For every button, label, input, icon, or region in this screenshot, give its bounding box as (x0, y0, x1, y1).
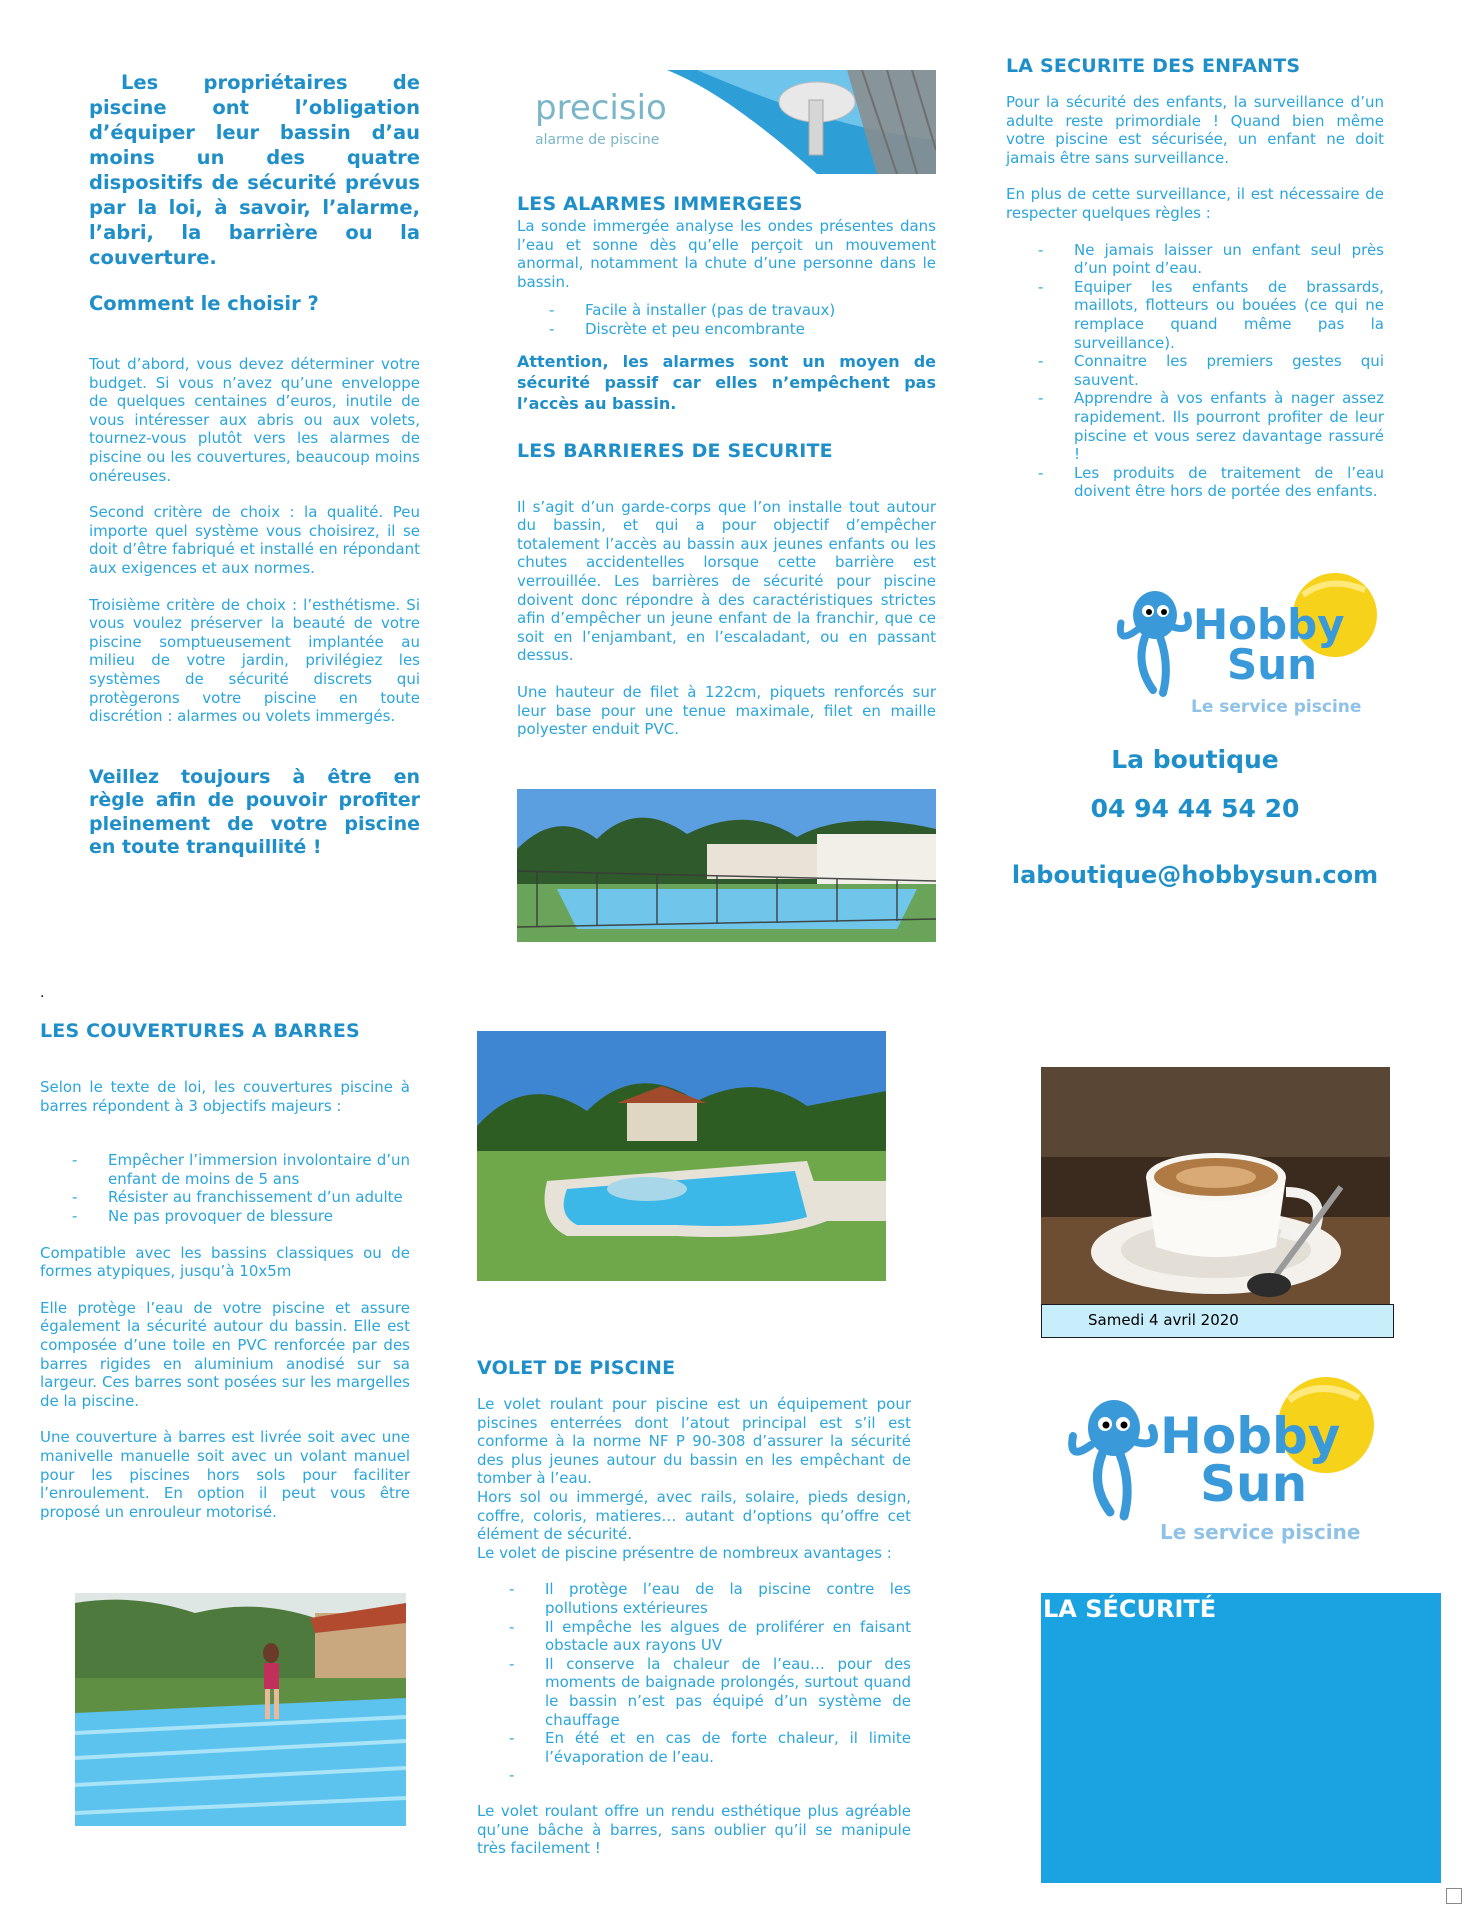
shop-contact (1006, 745, 1384, 889)
alarms-title: LES ALARMES IMMERGEES (517, 193, 803, 215)
objective-item: - Empêcher l’immersion involontaire d’un enfant de moins de 5 ans (72, 1151, 410, 1188)
rule-item: - Les produits de traitement de l’eau doivent être hors de portée des enfants. (1038, 464, 1384, 501)
rule-item: - Apprendre à vos enfants à nager assez rapidement. Ils pourront profiter de leur piscine et vous serez davantage rassuré ! (1038, 389, 1384, 463)
barriers-description: Il s’agit d’un garde-corps que l’on installe tout autour du bassin, et qui a pour objectif d’empêcher totalement l’accès au bassin aux jeunes enfants ou les chutes accidentelles lorsque cette barrière est verrouillée. Les barrières de sécurité pour piscine doivent donc répondre à des caractéristiques strictes afin d’empêcher un jeune enfant de la franchir, que ce soit en l’enjambant, en l’escaladant, ou en passant dessus. (517, 497, 936, 665)
cover-panel (1041, 1593, 1441, 1883)
roller-shutter-section (477, 1357, 911, 1876)
logo-hobby-text: Hobby (1193, 600, 1345, 649)
objective-item: - Résister au franchissement d’un adulte (72, 1188, 410, 1207)
children-safety-title: LA SECURITE DES ENFANTS (1006, 55, 1301, 77)
barriers-title: LES BARRIERES DE SECURITE (517, 439, 833, 462)
roller-shutter-title: VOLET DE PISCINE (477, 1357, 676, 1379)
barriers-specs: Une hauteur de filet à 122cm, piquets renforcés sur leur base pour une tenue maximale, filet en maille polyester enduit PVC. (517, 682, 936, 739)
choose-subtitle: Comment le choisir ? (89, 292, 319, 315)
precisio-tagline: alarme de piscine (535, 132, 660, 148)
roller-shutter-advantages-intro: Le volet de piscine présentre de nombreux avantages : (477, 1543, 892, 1562)
bar-covers-intro: Selon le texte de loi, les couvertures piscine à barres répondent à 3 objectifs majeurs : (40, 1078, 410, 1115)
intro-column (89, 70, 420, 860)
quality-paragraph: Second critère de choix : la qualité. Peu importe quel système vous choisirez, il se doit d’être fabriqué et installé en répondant aux exigences et aux normes. (89, 503, 420, 577)
shop-email[interactable]: laboutique@hobbysun.com (1011, 861, 1379, 889)
rule-item: - Ne jamais laisser un enfant seul près d’un point d’eau. (1038, 241, 1384, 278)
shop-phone: 04 94 44 54 20 (1090, 794, 1300, 823)
compatibility-paragraph: Compatible avec les bassins classiques ou de formes atypiques, jusqu’à 10x5m (40, 1243, 410, 1281)
budget-paragraph: Tout d’abord, vous devez déterminer votre budget. Si vous n’avez qu’une enveloppe de quelques centaines d’euros, inutile de vous intéresser aux abris ou aux volets, tournez-vous plutôt vers les alarmes de piscine ou les couvertures, beaucoup moins onéreuses. (89, 355, 420, 485)
bar-covers-section (40, 1020, 410, 1539)
precisio-brand-name: precisio (535, 88, 667, 128)
hobbysun-logo (1115, 565, 1385, 725)
stray-dot: . (40, 985, 45, 1001)
rule-item: - Connaitre les premiers gestes qui sauvent. (1038, 352, 1384, 389)
logo-hobby-text: Hobby (1160, 1407, 1341, 1465)
cover-title: LA SÉCURITÉ (1043, 1595, 1217, 1623)
advantage-item: - Il protège l’eau de la piscine contre les pollutions extérieures (509, 1580, 911, 1617)
roller-shutter-options: Hors sol ou immergé, avec rails, solaire, pieds design, coffre, coloris, matieres… autant d’options qu’offre cet élément de sécurité. (477, 1487, 911, 1544)
roller-shutter-conclusion: Le volet roulant offre un rendu esthétique plus agréable qu’une bâche à barres, sans oublier qu’il se manipule très facilement ! (477, 1802, 911, 1858)
aesthetics-paragraph: Troisième critère de choix : l’esthétisme. Si vous voulez préserver la beauté de votre piscine somptueusement implantée au milieu de votre jardin, privilégiez les systèmes de sécurité discrets qui protègerons votre piscine en toute discrétion : alarmes ou volets immergés. (89, 595, 420, 726)
objective-item: - Ne pas provoquer de blessure (72, 1207, 410, 1226)
advantage-item (509, 1766, 911, 1784)
bar-covers-title: LES COUVERTURES A BARRES (40, 1020, 360, 1042)
alarms-item: - Facile à installer (pas de travaux) (549, 301, 936, 320)
logo-tagline: Le service piscine (1191, 697, 1362, 717)
alarms-item: - Discrète et peu encombrante (549, 320, 936, 339)
shop-label: La boutique (1111, 745, 1279, 774)
advantage-item: - Il conserve la chaleur de l’eau… pour des moments de baignade prolongés, surtout quand le bassin n’est pas équipé d’un système de chauffage (509, 1655, 911, 1729)
resize-handle-icon[interactable] (1446, 1888, 1462, 1904)
pool-roller-photo (477, 1031, 886, 1281)
rules-intro: En plus de cette surveillance, il est nécessaire de respecter quelques règles : (1006, 185, 1384, 222)
alarms-text: La sonde immergée analyse les ondes présentes dans l’eau et sonne dès qu’elle perçoit un mouvement anormal, notamment la chute d’une personne dans le bassin. (517, 217, 936, 291)
protection-paragraph: Elle protège l’eau de votre piscine et assure également la sécurité autour du bassin. Elle est composée d’une toile en PVC renforcée par des barres rigides en aluminium anodisé sur sa largeur. Ces barres sont posées sur les margelles de la piscine. (40, 1298, 410, 1410)
roller-shutter-intro: Le volet roulant pour piscine est un équipement pour piscines enterrées dont l’atout principal est s’il est conforme à la norme NF P 90-308 d’assurer la sécurité des plus jeunes autour du bassin en les empêchant de tomber à l’eau. (477, 1395, 911, 1488)
alarms-warning: Attention, les alarmes sont un moyen de sécurité passif car elles n’empêchent pas l’accès au bassin. (517, 351, 936, 413)
rule-item: - Equiper les enfants de brassards, maillots, flotteurs ou bouées (ce qui ne remplace quand même pas la surveillance). (1038, 278, 1384, 352)
logo-sun-text: Sun (1200, 1455, 1308, 1513)
advantage-item: - Il empêche les algues de proliférer en faisant obstacle aux rayons UV (509, 1618, 911, 1655)
advantage-item: - En été et en cas de forte chaleur, il limite l’évaporation de l’eau. (509, 1729, 911, 1766)
date-label (1041, 1304, 1394, 1338)
hobbysun-logo-2 (1064, 1370, 1394, 1550)
children-safety-section (1006, 55, 1384, 519)
precisio-banner (517, 70, 936, 174)
delivery-paragraph: Une couverture à barres est livrée soit avec une manivelle manuelle soit avec un volant manuel pour les piscines hors sols pour faciliter l’enroulement. En option il peut vous être proposé un enrouleur motorisé. (40, 1428, 410, 1521)
date-text: Samedi 4 avril 2020 (1088, 1311, 1239, 1329)
bar-cover-photo (75, 1593, 406, 1826)
intro-heading: Les propriétaires de piscine ont l’obligation d’équiper leur bassin d’au moins un des quatre dispositifs de sécurité prévus par la loi, à savoir, l’alarme, l’abri, la barrière ou la couverture. (89, 71, 420, 269)
alarms-section (517, 193, 936, 757)
closing-statement: Veillez toujours à être en règle afin de pouvoir profiter pleinement de votre piscine en toute tranquillité ! (89, 765, 420, 859)
coffee-photo (1041, 1067, 1390, 1312)
logo-tagline: Le service piscine (1160, 1520, 1361, 1544)
logo-sun-text: Sun (1227, 640, 1318, 689)
barrier-pool-photo (517, 789, 936, 942)
supervision-paragraph: Pour la sécurité des enfants, la surveillance d’un adulte reste primordiale ! Quand bien même votre piscine est sécurisée, un enfant ne doit jamais être sans surveillance. (1006, 93, 1384, 167)
